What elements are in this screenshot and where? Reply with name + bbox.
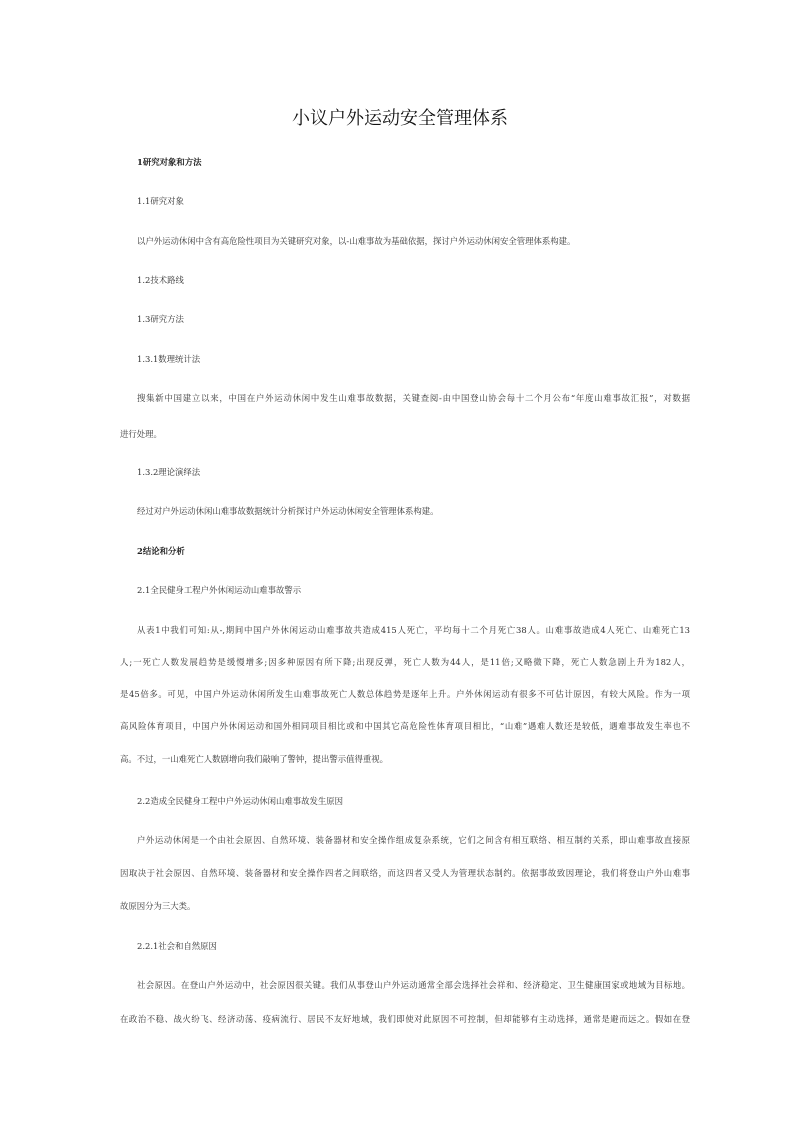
paragraph-causes-line-2: 因取决于社会原因、自然环境、装备器材和安全操作四者之间联络，而这四者又受人为管理状态制约。依据事故致因理论，我们将登山户外山难事 [120,868,690,878]
heading-1-2: 1.2技术路线 [137,275,184,285]
paragraph-statistics-line-1: 搜集新中国建立以来，中国在户外运动休闲中发生山难事故数据，关键查阅-由中国登山协会每十二个月公布“年度山难事故汇报”，对数据 [137,393,690,403]
paragraph-social-line-2: 在政治不稳、战火纷飞、经济动荡、疫病流行、居民不友好地域，我们即使对此原因不可控制，但却能够有主动选择，通常是避而远之。假如在登 [120,1014,690,1024]
document-title: 小议户外运动安全管理体系 [292,108,508,129]
heading-2-2: 2.2造成全民健身工程中户外运动休闲山难事故发生原因 [137,796,343,806]
heading-2-2-1: 2.2.1社会和自然原因 [137,941,217,951]
paragraph-warning-line-3: 是45倍多。可见，中国户外运动休闲所发生山难事故死亡人数总体趋势是逐年上升。户外休闲运动有很多不可估计原因，有较大风险。作为一项 [120,689,690,699]
paragraph-social-line-1: 社会原因。在登山户外运动中，社会原因很关键。我们从事登山户外运动通常全部会选择社会祥和、经济稳定、卫生健康国家或地域为目标地。 [137,980,690,990]
paragraph-causes-line-1: 户外运动休闲是一个由社会原因、自然环境、装备器材和安全操作组成复杂系统，它们之间含有相互联络、相互制约关系，即山难事故直接原 [137,835,690,845]
paragraph-warning-line-2: 人;一死亡人数发展趋势是缓慢增多;因多种原因有所下降;出现反弹，死亡人数为44人，是11倍;又略微下降，死亡人数急剧上升为182人， [120,657,690,667]
paragraph-warning-line-4: 高风险体育项目，中国户外休闲运动和国外相同项目相比或和中国其它高危险性体育项目相比，“山难”遇难人数还是较低，遇难事故发生率也不 [120,721,690,731]
heading-2: 2结论和分析 [137,546,185,556]
paragraph-deduction: 经过对户外运动休闲山难事故数据统计分析探讨户外运动休闲安全管理体系构建。 [137,506,439,516]
heading-1-3: 1.3研究方法 [137,314,184,324]
paragraph-statistics-line-2: 进行处理。 [120,429,162,439]
paragraph-warning-line-1: 从表1中我们可知:从-,期间中国户外休闲运动山难事故共造成415人死亡，平均每十二个月死亡38人。山难事故造成4人死亡、山难死亡13 [137,625,690,635]
paragraph-warning-line-5: 高。不过，一山难死亡人数剧增向我们敲响了警钟，提出警示值得重视。 [120,754,388,764]
paragraph-research-object: 以户外运动休闲中含有高危险性项目为关键研究对象，以-山难事故为基础依据，探讨户外运动休闲安全管理体系构建。 [137,236,576,246]
paragraph-causes-line-3: 故原因分为三大类。 [120,901,196,911]
heading-1-3-2: 1.3.2理论演绎法 [137,467,201,477]
heading-1: 1研究对象和方法 [137,157,202,167]
heading-1-1: 1.1研究对象 [137,196,184,206]
heading-2-1: 2.1全民健身工程户外休闲运动山难事故警示 [137,585,302,595]
heading-1-3-1: 1.3.1数理统计法 [137,354,201,364]
